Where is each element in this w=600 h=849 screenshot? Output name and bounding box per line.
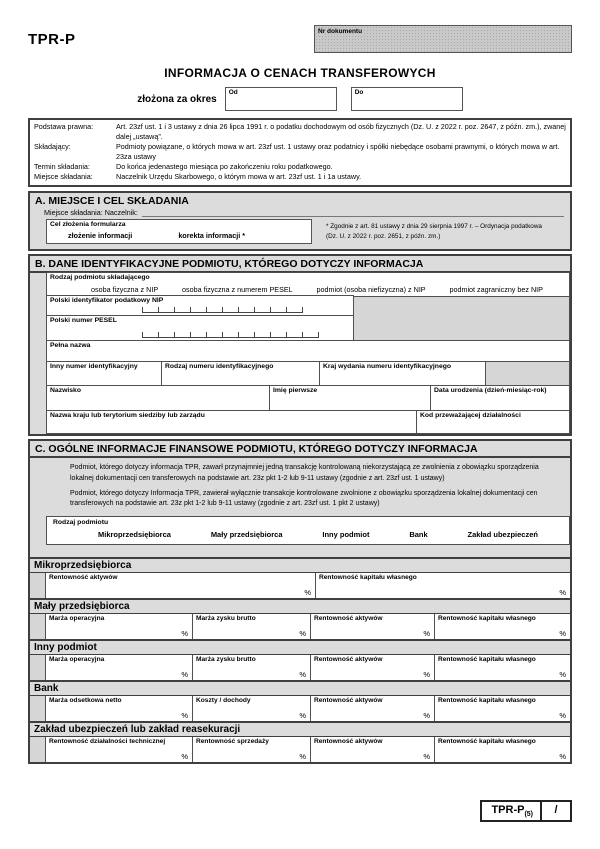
purpose-option-2[interactable]: korekta informacji *	[178, 231, 246, 241]
percent-field[interactable]	[311, 737, 435, 762]
id-kind-field[interactable]	[161, 361, 320, 386]
percent-sign: %	[423, 670, 430, 680]
section-b-title: B. DANE IDENTYFIKACYJNE PODMIOTU, KTÓREGO DOTYCZY INFORMACJA	[30, 256, 570, 273]
activity-code-label: Kod przeważającej działalności	[420, 412, 521, 420]
digit-cell	[302, 332, 319, 338]
percent-field[interactable]	[193, 696, 311, 721]
percent-sign: %	[181, 629, 188, 639]
percent-sign: %	[181, 711, 188, 721]
id-country-field[interactable]	[319, 361, 486, 386]
legal-row	[34, 122, 566, 142]
section-c-statement-2[interactable]: Podmiot, którego dotyczy Informacja TPR, zawierał wyłącznie transakcje kontrolowane zwolnione z obowiązku sporządzenia lokalnej dokumentacji cen transferowych na podstawie art. 23z pkt 1-2 lub 9-11 ustawy (zgodnie z art. 23zf ust. 1 pkt 2 ustawy)	[70, 489, 538, 507]
percent-field[interactable]	[46, 737, 193, 762]
percent-field[interactable]	[311, 696, 435, 721]
section-c	[28, 439, 572, 764]
footer-form-code	[482, 802, 542, 820]
period-to-input[interactable]	[351, 87, 463, 111]
legal-row-label: Składający:	[34, 142, 71, 152]
percent-field-label: Rentowność kapitału własnego	[438, 615, 536, 623]
subject-type-options	[47, 283, 569, 294]
percent-field-label: Rentowność aktywów	[314, 738, 383, 746]
percent-field[interactable]	[193, 655, 311, 680]
period-label: złożona za okres	[137, 93, 217, 105]
subsection-title: Zakład ubezpieczeń lub zakład reasekuracji	[30, 721, 570, 737]
surname-field[interactable]	[46, 385, 270, 411]
percent-field-label: Rentowność kapitału własnego	[438, 656, 536, 664]
legal-row-text: Naczelnik Urzędu Skarbowego, o którym mowa w art. 23zf ust. 1 i 1a ustawy.	[116, 172, 362, 182]
legal-row-label: Termin składania:	[34, 162, 90, 172]
entity-type-box	[46, 516, 570, 545]
digit-cell	[286, 332, 302, 338]
percent-field[interactable]	[46, 614, 193, 639]
subject-type-label: Rodzaj podmiotu składającego	[50, 274, 150, 282]
digit-cell	[238, 332, 254, 338]
percent-sign: %	[181, 670, 188, 680]
percent-field[interactable]	[193, 737, 311, 762]
nip-field[interactable]	[46, 295, 354, 316]
subsection-fields-row	[30, 614, 570, 639]
digit-cell	[190, 332, 206, 338]
percent-field[interactable]	[316, 573, 570, 598]
section-c-statement-1[interactable]: Podmiot, którego dotyczy informacja TPR, zawarł przynajmniej jedną transakcję kontrolowaną niekorzystającą ze zwolnienia z obowiązku sporządzenia lokalnej dokumentacji cen transferowych na podstawie art. 23z pkt 1-2 lub 9-11 ustawy (zgodnie z art. 23zf ust. 1 ustawy)	[70, 464, 539, 482]
subject-type-option-2[interactable]: osoba fizyczna z numerem PESEL	[182, 284, 293, 294]
birth-date-label: Data urodzenia (dzień-miesiąc-rok)	[434, 387, 547, 395]
pesel-comb-input[interactable]	[142, 332, 319, 338]
purpose-option-1[interactable]: złożenie informacji	[68, 231, 133, 241]
financial-subsections	[30, 557, 570, 762]
footer-form-version-box	[480, 800, 572, 822]
legal-row	[34, 142, 566, 162]
percent-field-label: Rentowność działalności technicznej	[49, 738, 166, 746]
filing-purpose-label: Cel złożenia formularza	[50, 221, 126, 229]
percent-field-label: Marża operacyjna	[49, 615, 105, 623]
percent-sign: %	[559, 588, 566, 598]
legal-row-label: Podstawa prawna:	[34, 122, 94, 131]
row-index-cell	[30, 655, 46, 680]
section-c-title: C. OGÓLNE INFORMACJE FINANSOWE PODMIOTU, KTÓREGO DOTYCZY INFORMACJA	[30, 441, 570, 458]
entity-type-option-5[interactable]: Zakład ubezpieczeń	[467, 530, 538, 540]
country-label: Nazwa kraju lub terytorium siedziby lub zarządu	[50, 412, 205, 420]
percent-field[interactable]	[46, 573, 316, 598]
subsection-title: Inny podmiot	[30, 639, 570, 655]
full-name-field[interactable]	[46, 340, 570, 362]
percent-field-label: Rentowność aktywów	[314, 697, 383, 705]
percent-field[interactable]	[435, 655, 570, 680]
section-a	[28, 191, 572, 251]
period-section	[28, 87, 572, 111]
percent-field[interactable]	[435, 614, 570, 639]
digit-cell	[286, 307, 303, 313]
subsection-fields-row	[30, 696, 570, 721]
percent-sign: %	[559, 711, 566, 721]
section-a-title: A. MIEJSCE I CEL SKŁADANIA	[35, 195, 189, 208]
percent-sign: %	[559, 752, 566, 762]
digit-cell	[174, 307, 190, 313]
ordynacja-footnote	[312, 219, 542, 242]
entity-type-option-4[interactable]: Bank	[409, 530, 428, 540]
percent-field-label: Rentowność kapitału własnego	[438, 738, 536, 746]
period-from-input[interactable]	[225, 87, 337, 111]
pesel-label: Polski numer PESEL	[50, 317, 117, 325]
percent-sign: %	[299, 629, 306, 639]
section-a-subtitle: Miejsce składania: Naczelnik:	[44, 208, 138, 218]
legal-rows	[34, 122, 566, 182]
entity-type-options	[50, 527, 566, 539]
subject-type-box	[46, 272, 570, 297]
legal-row-text: Do końca jedenastego miesiąca po zakończeniu roku podatkowego.	[116, 162, 333, 172]
percent-field[interactable]	[46, 655, 193, 680]
percent-field-label: Rentowność kapitału własnego	[438, 697, 536, 705]
footer-version: (5)	[524, 811, 533, 818]
subject-type-option-3[interactable]: podmiot (osoba niefizyczna) z NIP	[316, 284, 426, 294]
percent-field-label: Rentowność kapitału własnego	[319, 574, 417, 582]
legal-info-box	[28, 118, 572, 187]
id-filler-area	[353, 296, 570, 341]
country-field[interactable]	[46, 410, 417, 434]
digit-cell	[270, 332, 286, 338]
first-name-label: Imię pierwsze	[273, 387, 318, 395]
percent-sign: %	[423, 752, 430, 762]
percent-field-label: Rentowność aktywów	[314, 615, 383, 623]
subsection-fields-row	[30, 737, 570, 762]
subsection-fields-row	[30, 573, 570, 598]
subsection-title: Bank	[30, 680, 570, 696]
digit-cell	[222, 332, 238, 338]
row-index-cell	[30, 573, 46, 598]
percent-field[interactable]	[46, 696, 193, 721]
pesel-field[interactable]	[46, 315, 354, 341]
activity-code-field[interactable]	[416, 410, 570, 434]
row-index-cell	[30, 737, 46, 762]
footer-page-separator: /	[554, 803, 558, 816]
percent-field[interactable]	[311, 614, 435, 639]
digit-cell	[174, 332, 190, 338]
digit-cell	[254, 332, 270, 338]
entity-type-option-3[interactable]: Inny podmiot	[322, 530, 370, 540]
digit-cell	[206, 332, 222, 338]
percent-field-label: Rentowność aktywów	[49, 574, 118, 582]
section-c-statements	[30, 463, 570, 509]
legal-row	[34, 172, 566, 182]
legal-row	[34, 162, 566, 172]
digit-cell	[142, 307, 158, 313]
percent-sign: %	[423, 711, 430, 721]
section-a-subtitle-row	[30, 208, 570, 218]
nip-label: Polski identyfikator podatkowy NIP	[50, 297, 164, 305]
legal-row-text: Art. 23zf ust. 1 i 3 ustawy z dnia 26 lipca 1991 r. o podatku dochodowym od osób fizycznych (Dz. U. z 2022 r. poz. 2647, z późn. zm.), zwanej dalej „ustawą”.	[116, 122, 566, 142]
percent-field-label: Koszty / dochody	[196, 697, 251, 705]
percent-field-label: Rentowność sprzedaży	[196, 738, 269, 746]
birth-date-field[interactable]	[430, 385, 570, 411]
digit-cell	[206, 307, 222, 313]
first-name-field[interactable]	[269, 385, 431, 411]
entity-type-label: Rodzaj podmiotu	[53, 519, 109, 527]
filing-purpose-box	[46, 219, 312, 244]
digit-cell	[190, 307, 206, 313]
naczelnik-fill-line[interactable]	[142, 209, 564, 217]
percent-field-label: Rentowność aktywów	[314, 656, 383, 664]
other-id-label: Inny numer identyfikacyjny	[50, 363, 138, 371]
percent-field[interactable]	[311, 655, 435, 680]
row-index-cell	[30, 614, 46, 639]
document-number-label: Nr dokumentu	[318, 28, 363, 35]
form-code-title: TPR-P	[28, 31, 76, 48]
section-c-gap	[30, 545, 570, 557]
id-kind-label: Rodzaj numeru identyfikacyjnego	[165, 363, 274, 371]
percent-sign: %	[299, 711, 306, 721]
id-row-filler	[485, 361, 570, 386]
percent-field[interactable]	[435, 737, 570, 762]
subject-type-option-1[interactable]: osoba fizyczna z NIP	[91, 284, 159, 294]
row-index-cell	[30, 696, 46, 721]
percent-sign: %	[299, 670, 306, 680]
percent-sign: %	[304, 588, 311, 598]
page-title: INFORMACJA O CENACH TRANSFEROWYCH	[164, 66, 436, 80]
entity-type-option-2[interactable]: Mały przedsiębiorca	[210, 530, 283, 540]
subsection-fields-row	[30, 655, 570, 680]
percent-field-label: Marża zysku brutto	[196, 656, 256, 664]
percent-field[interactable]	[435, 696, 570, 721]
percent-field-label: Marża odsetkowa netto	[49, 697, 122, 705]
form-header	[28, 0, 572, 53]
digit-cell	[254, 307, 270, 313]
percent-sign: %	[299, 752, 306, 762]
period-to-label: Do	[354, 89, 364, 96]
id-country-label: Kraj wydania numeru identyfikacyjnego	[323, 363, 452, 371]
percent-sign: %	[423, 629, 430, 639]
percent-sign: %	[181, 752, 188, 762]
legal-row-text: Podmioty powiązane, o których mowa w art. 23zf ust. 1 ustawy oraz podatnicy i spółki niebędące osobami prawnymi, o których mowa w art. 23za ustawy	[116, 142, 560, 162]
digit-cell	[158, 332, 174, 338]
document-number-field	[314, 25, 572, 53]
legal-row-label: Miejsce składania:	[34, 172, 93, 182]
percent-field-label: Marża zysku brutto	[196, 615, 256, 623]
subject-type-option-4[interactable]: podmiot zagraniczny bez NIP	[449, 284, 543, 294]
percent-field[interactable]	[193, 614, 311, 639]
surname-label: Nazwisko	[50, 387, 81, 395]
other-id-field[interactable]	[46, 361, 162, 386]
digit-cell	[142, 332, 158, 338]
percent-sign: %	[559, 629, 566, 639]
nip-comb-input[interactable]	[142, 307, 303, 313]
period-from-label: Od	[228, 89, 238, 96]
digit-cell	[222, 307, 238, 313]
full-name-label: Pełna nazwa	[50, 342, 91, 350]
percent-field-label: Marża operacyjna	[49, 656, 105, 664]
digit-cell	[158, 307, 174, 313]
digit-cell	[270, 307, 286, 313]
filing-purpose-options	[50, 231, 308, 240]
percent-sign: %	[559, 670, 566, 680]
section-b	[28, 254, 572, 436]
entity-type-option-1[interactable]: Mikroprzedsiębiorca	[98, 530, 171, 540]
subsection-title: Mały przedsiębiorca	[30, 598, 570, 614]
digit-cell	[238, 307, 254, 313]
subsection-title: Mikroprzedsiębiorca	[30, 557, 570, 573]
footer-code-text: TPR-P	[491, 803, 525, 816]
footnote-line-2: (Dz. U. z 2022 r. poz. 2651, z późn. zm.)	[326, 233, 441, 241]
footnote-line-1: * Zgodnie z art. 81 ustawy z dnia 29 sierpnia 1997 r. – Ordynacja podatkowa	[326, 223, 542, 231]
